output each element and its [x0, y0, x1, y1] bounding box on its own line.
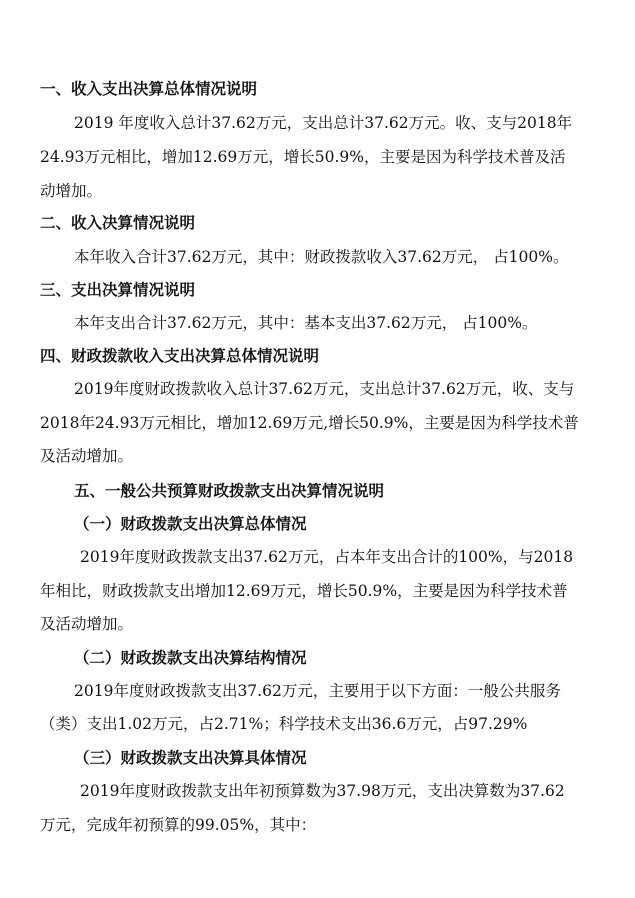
section-5-sub-1-line-2: 年相比，财政拨款支出增加12.69万元，增长50.9%，主要是因为科学技术普	[40, 582, 568, 600]
section-4-paragraph-line-3: 及活动增加。	[40, 447, 134, 465]
section-5-sub-1-line-3: 及活动增加。	[40, 615, 134, 633]
section-5-heading: 五、一般公共预算财政拨款支出决算情况说明	[74, 482, 385, 500]
section-5-sub-3-line-2: 万元，完成年初预算的99.05%，其中：	[40, 816, 317, 834]
section-5-sub-2-line-1: 2019年度财政拨款支出37.62万元，主要用于以下方面：一般公共服务	[74, 682, 561, 700]
section-4-heading: 四、财政拨款收入支出决算总体情况说明	[40, 347, 320, 365]
section-1-paragraph-line-1: 2019 年度收入总计37.62万元，支出总计37.62万元。收、支与2018年	[74, 114, 573, 132]
section-2-paragraph-line-1: 本年收入合计37.62万元，其中：财政拨款收入37.62万元， 占100%。	[74, 248, 569, 266]
section-5-sub-3-heading: （三）财政拨款支出决算具体情况	[74, 749, 307, 767]
section-1-paragraph-line-2: 24.93万元相比，增加12.69万元，增长50.9%，主要是因为科学技术普及活	[40, 148, 566, 166]
section-1-heading: 一、收入支出决算总体情况说明	[40, 80, 258, 98]
section-1-paragraph-line-3: 动增加。	[40, 182, 103, 200]
section-4-paragraph-line-2: 2018年24.93万元相比，增加12.69万元,增长50.9%，主要是因为科学技术普	[40, 414, 579, 432]
section-5-sub-2-heading: （二）财政拨款支出决算结构情况	[74, 649, 307, 667]
section-5-sub-3-line-1: 2019年度财政拨款支出年初预算数为37.98万元，支出决算数为37.62	[80, 782, 565, 800]
section-4-paragraph-line-1: 2019年度财政拨款收入总计37.62万元，支出总计37.62万元，收、支与	[74, 380, 575, 398]
section-5-sub-1-heading: （一）财政拨款支出决算总体情况	[74, 515, 307, 533]
section-2-heading: 二、收入决算情况说明	[40, 214, 196, 232]
section-5-sub-2-line-2: （类）支出1.02万元，占2.71%；科学技术支出36.6万元，占97.29%	[40, 715, 528, 733]
section-5-sub-1-line-1: 2019年度财政拨款支出37.62万元，占本年支出合计的100%，与2018	[80, 548, 574, 566]
section-3-heading: 三、支出决算情况说明	[40, 281, 196, 299]
section-3-paragraph-line-1: 本年支出合计37.62万元，其中：基本支出37.62万元， 占100%。	[74, 314, 538, 332]
